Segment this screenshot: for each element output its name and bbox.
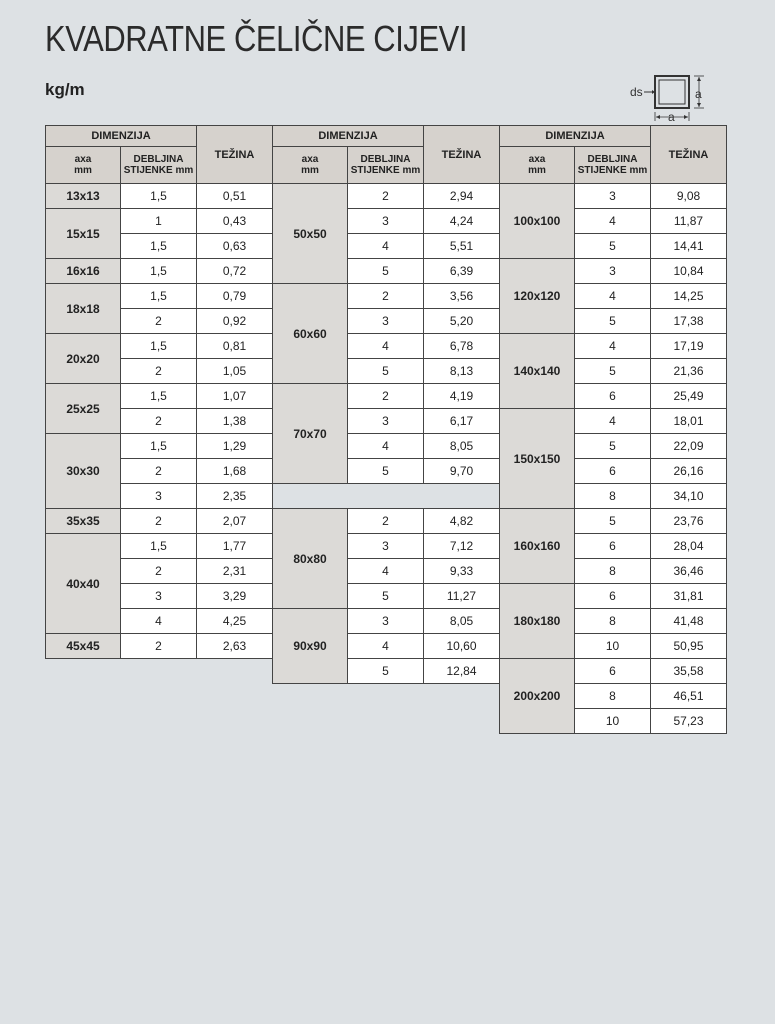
weight-cell: 11,87 <box>651 209 727 234</box>
dimension-cell: 100x100 <box>500 184 575 259</box>
dimension-cell: 13x13 <box>46 184 121 209</box>
weight-table-1 <box>45 125 273 659</box>
debljina-header <box>121 147 197 184</box>
wall-thickness-cell: 6 <box>575 459 651 484</box>
wall-thickness-cell: 3 <box>121 584 197 609</box>
wall-thickness-cell: 5 <box>348 359 424 384</box>
weight-cell: 21,36 <box>651 359 727 384</box>
wall-thickness-cell: 1 <box>121 209 197 234</box>
debljina-header <box>575 147 651 184</box>
axa-label: axa <box>301 154 319 165</box>
wall-thickness-cell: 4 <box>348 634 424 659</box>
weight-cell: 8,05 <box>424 434 500 459</box>
wall-thickness-cell: 2 <box>121 459 197 484</box>
table-row <box>46 634 273 659</box>
table-row <box>46 434 273 459</box>
weight-cell: 2,63 <box>197 634 273 659</box>
axa-header <box>46 147 121 184</box>
weight-cell: 9,33 <box>424 559 500 584</box>
weight-cell: 35,58 <box>651 659 727 684</box>
weight-cell: 0,81 <box>197 334 273 359</box>
tezina-header: TEŽINA <box>424 126 500 184</box>
table-row <box>500 184 727 209</box>
wall-thickness-cell: 3 <box>348 609 424 634</box>
dimension-cell: 160x160 <box>500 509 575 584</box>
wall-thickness-cell: 8 <box>575 559 651 584</box>
weight-cell: 2,31 <box>197 559 273 584</box>
table-row <box>500 334 727 359</box>
weight-cell: 1,68 <box>197 459 273 484</box>
dimenzija-header: DIMENZIJA <box>273 126 424 147</box>
weight-cell: 2,07 <box>197 509 273 534</box>
weight-cell: 34,10 <box>651 484 727 509</box>
wall-thickness-cell: 2 <box>121 359 197 384</box>
dimension-cell: 35x35 <box>46 509 121 534</box>
table-gap <box>273 484 500 509</box>
wall-thickness-cell: 3 <box>121 484 197 509</box>
wall-thickness-cell: 5 <box>575 234 651 259</box>
wall-thickness-cell: 3 <box>575 184 651 209</box>
wall-thickness-cell: 5 <box>575 509 651 534</box>
weight-cell: 0,43 <box>197 209 273 234</box>
wall-thickness-cell: 2 <box>121 634 197 659</box>
dimension-cell: 50x50 <box>273 184 348 284</box>
wall-thickness-cell: 1,5 <box>121 334 197 359</box>
dimension-cell: 20x20 <box>46 334 121 384</box>
wall-thickness-cell: 3 <box>348 209 424 234</box>
table-row <box>46 534 273 559</box>
dimension-cell: 16x16 <box>46 259 121 284</box>
wall-thickness-cell: 3 <box>348 409 424 434</box>
wall-thickness-cell: 2 <box>348 284 424 309</box>
dimension-cell: 40x40 <box>46 534 121 634</box>
wall-thickness-cell: 2 <box>348 509 424 534</box>
table-row <box>273 184 500 209</box>
table-row <box>46 209 273 234</box>
table-row <box>273 609 500 634</box>
weight-cell: 4,19 <box>424 384 500 409</box>
weight-table-2 <box>272 125 500 684</box>
dimension-cell: 60x60 <box>273 284 348 384</box>
wall-thickness-cell: 6 <box>575 384 651 409</box>
dimenzija-header: DIMENZIJA <box>46 126 197 147</box>
dimension-cell: 150x150 <box>500 409 575 509</box>
weight-cell: 1,07 <box>197 384 273 409</box>
mm-label: mm <box>74 165 92 176</box>
wall-thickness-cell: 5 <box>348 259 424 284</box>
axa-label: axa <box>74 154 92 165</box>
weight-cell: 6,17 <box>424 409 500 434</box>
weight-cell: 26,16 <box>651 459 727 484</box>
square-tube-diagram <box>628 72 712 124</box>
tezina-header: TEŽINA <box>651 126 727 184</box>
wall-thickness-cell: 1,5 <box>121 534 197 559</box>
weight-cell: 46,51 <box>651 684 727 709</box>
table-row <box>500 409 727 434</box>
a-side-label: a <box>695 87 702 101</box>
table-row <box>46 184 273 209</box>
debljina-label: DEBLJINA <box>587 154 638 165</box>
weight-cell: 9,70 <box>424 459 500 484</box>
wall-thickness-cell: 3 <box>348 534 424 559</box>
tezina-header: TEŽINA <box>197 126 273 184</box>
wall-thickness-cell: 8 <box>575 609 651 634</box>
weight-cell: 3,29 <box>197 584 273 609</box>
weight-cell: 4,82 <box>424 509 500 534</box>
mm-label: mm <box>528 165 546 176</box>
weight-cell: 0,92 <box>197 309 273 334</box>
dimension-cell: 30x30 <box>46 434 121 509</box>
wall-thickness-cell: 8 <box>575 684 651 709</box>
page-title: KVADRATNE ČELIČNE CIJEVI <box>45 18 468 59</box>
weight-cell: 2,35 <box>197 484 273 509</box>
dimension-cell: 15x15 <box>46 209 121 259</box>
mm-label: mm <box>301 165 319 176</box>
wall-thickness-cell: 1,5 <box>121 234 197 259</box>
table-row <box>273 384 500 409</box>
table-row <box>46 284 273 309</box>
dimension-cell: 180x180 <box>500 584 575 659</box>
table-row <box>273 284 500 309</box>
weight-cell: 41,48 <box>651 609 727 634</box>
stijenke-label: STIJENKE mm <box>577 165 648 176</box>
weight-cell: 14,25 <box>651 284 727 309</box>
wall-thickness-cell: 5 <box>575 359 651 384</box>
weight-cell: 36,46 <box>651 559 727 584</box>
wall-thickness-cell: 1,5 <box>121 184 197 209</box>
table-row <box>500 584 727 609</box>
wall-thickness-cell: 8 <box>575 484 651 509</box>
wall-thickness-cell: 2 <box>348 184 424 209</box>
weight-cell: 10,60 <box>424 634 500 659</box>
weight-cell: 11,27 <box>424 584 500 609</box>
weight-cell: 5,51 <box>424 234 500 259</box>
weight-cell: 8,05 <box>424 609 500 634</box>
wall-thickness-cell: 2 <box>348 384 424 409</box>
debljina-label: DEBLJINA <box>360 154 411 165</box>
wall-thickness-cell: 2 <box>121 309 197 334</box>
table-row <box>273 509 500 534</box>
table-row <box>500 659 727 684</box>
weight-cell: 3,56 <box>424 284 500 309</box>
wall-thickness-cell: 4 <box>348 559 424 584</box>
dimension-cell: 90x90 <box>273 609 348 684</box>
wall-thickness-cell: 4 <box>575 409 651 434</box>
wall-thickness-cell: 5 <box>348 584 424 609</box>
wall-thickness-cell: 4 <box>348 434 424 459</box>
wall-thickness-cell: 6 <box>575 659 651 684</box>
weight-cell: 6,78 <box>424 334 500 359</box>
wall-thickness-cell: 4 <box>575 334 651 359</box>
wall-thickness-cell: 1,5 <box>121 384 197 409</box>
dimension-cell: 18x18 <box>46 284 121 334</box>
wall-thickness-cell: 4 <box>121 609 197 634</box>
table-row <box>46 259 273 284</box>
weight-cell: 17,38 <box>651 309 727 334</box>
wall-thickness-cell: 1,5 <box>121 284 197 309</box>
ds-label: ds <box>630 85 643 99</box>
table-row <box>46 334 273 359</box>
wall-thickness-cell: 4 <box>348 334 424 359</box>
weight-cell: 23,76 <box>651 509 727 534</box>
wall-thickness-cell: 6 <box>575 584 651 609</box>
weight-cell: 50,95 <box>651 634 727 659</box>
wall-thickness-cell: 5 <box>348 659 424 684</box>
weight-cell: 7,12 <box>424 534 500 559</box>
weight-cell: 12,84 <box>424 659 500 684</box>
debljina-label: DEBLJINA <box>133 154 184 165</box>
a-bottom-label: a <box>668 110 675 124</box>
wall-thickness-cell: 3 <box>348 309 424 334</box>
wall-thickness-cell: 2 <box>121 559 197 584</box>
weight-cell: 14,41 <box>651 234 727 259</box>
weight-cell: 0,51 <box>197 184 273 209</box>
weight-cell: 8,13 <box>424 359 500 384</box>
weight-cell: 57,23 <box>651 709 727 734</box>
weight-cell: 2,94 <box>424 184 500 209</box>
axa-label: axa <box>528 154 546 165</box>
wall-thickness-cell: 4 <box>348 234 424 259</box>
dimension-cell: 70x70 <box>273 384 348 484</box>
weight-cell: 10,84 <box>651 259 727 284</box>
axa-header <box>273 147 348 184</box>
dimension-cell: 120x120 <box>500 259 575 334</box>
debljina-header <box>348 147 424 184</box>
wall-thickness-cell: 6 <box>575 534 651 559</box>
stijenke-label: STIJENKE mm <box>350 165 421 176</box>
table-row <box>500 509 727 534</box>
weight-cell: 5,20 <box>424 309 500 334</box>
wall-thickness-cell: 2 <box>121 409 197 434</box>
wall-thickness-cell: 2 <box>121 509 197 534</box>
weight-cell: 31,81 <box>651 584 727 609</box>
weight-cell: 25,49 <box>651 384 727 409</box>
wall-thickness-cell: 4 <box>575 284 651 309</box>
wall-thickness-cell: 10 <box>575 634 651 659</box>
weight-cell: 17,19 <box>651 334 727 359</box>
weight-cell: 0,63 <box>197 234 273 259</box>
dimenzija-header: DIMENZIJA <box>500 126 651 147</box>
wall-thickness-cell: 4 <box>575 209 651 234</box>
weight-cell: 1,05 <box>197 359 273 384</box>
weight-cell: 4,24 <box>424 209 500 234</box>
table-row <box>500 259 727 284</box>
weight-cell: 0,72 <box>197 259 273 284</box>
unit-label: kg/m <box>45 80 85 99</box>
wall-thickness-cell: 5 <box>575 309 651 334</box>
axa-header <box>500 147 575 184</box>
weight-table-3 <box>499 125 727 734</box>
dimension-cell: 200x200 <box>500 659 575 734</box>
weight-cell: 9,08 <box>651 184 727 209</box>
weight-cell: 1,38 <box>197 409 273 434</box>
weight-cell: 1,77 <box>197 534 273 559</box>
weight-cell: 22,09 <box>651 434 727 459</box>
dimension-cell: 45x45 <box>46 634 121 659</box>
wall-thickness-cell: 1,5 <box>121 259 197 284</box>
wall-thickness-cell: 10 <box>575 709 651 734</box>
dimension-cell: 25x25 <box>46 384 121 434</box>
dimension-cell: 140x140 <box>500 334 575 409</box>
dimension-cell: 80x80 <box>273 509 348 609</box>
weight-cell: 18,01 <box>651 409 727 434</box>
table-row <box>46 384 273 409</box>
weight-cell: 0,79 <box>197 284 273 309</box>
weight-cell: 4,25 <box>197 609 273 634</box>
wall-thickness-cell: 3 <box>575 259 651 284</box>
table-row <box>46 509 273 534</box>
weight-cell: 1,29 <box>197 434 273 459</box>
wall-thickness-cell: 1,5 <box>121 434 197 459</box>
wall-thickness-cell: 5 <box>348 459 424 484</box>
stijenke-label: STIJENKE mm <box>123 165 194 176</box>
weight-cell: 6,39 <box>424 259 500 284</box>
weight-cell: 28,04 <box>651 534 727 559</box>
wall-thickness-cell: 5 <box>575 434 651 459</box>
